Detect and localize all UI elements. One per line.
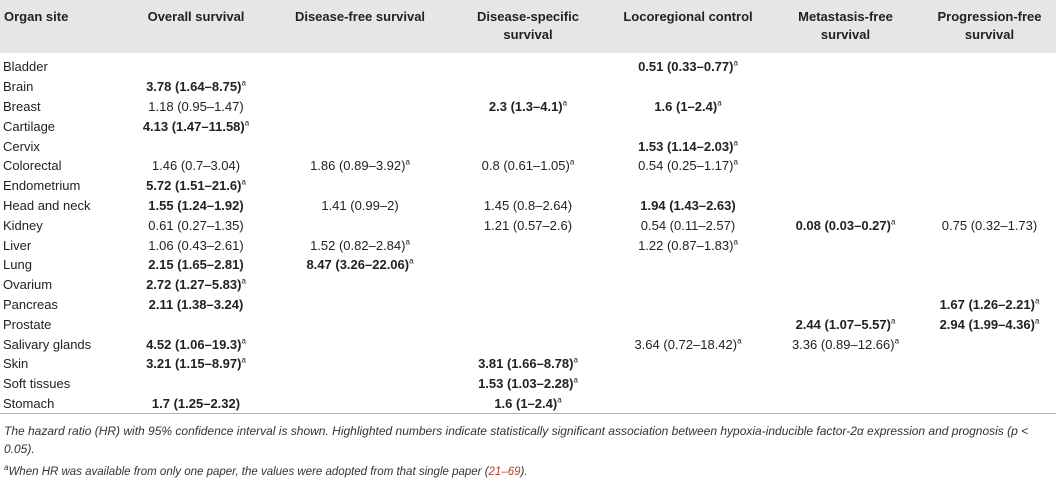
hr-cell (272, 295, 448, 315)
table-footnote-a (0, 458, 1056, 478)
hr-cell (272, 136, 448, 156)
hr-cell (768, 394, 923, 414)
hr-cell (448, 394, 608, 414)
hr-cell (448, 255, 608, 275)
hr-cell (448, 77, 608, 97)
footnote-marker: a (241, 276, 246, 286)
hr-cell (120, 235, 272, 255)
hr-value: 8.47 (3.26–22.06) (306, 257, 410, 273)
hr-cell (120, 295, 272, 315)
table-row (0, 394, 1056, 414)
hr-cell (448, 53, 608, 77)
footnote-marker: a (1034, 316, 1040, 326)
hr-cell (448, 334, 608, 354)
footnote-marker: a (1034, 296, 1040, 306)
organ-site-cell: Head and neck (3, 197, 91, 213)
hr-value: 1.7 (1.25–2.32) (151, 395, 241, 411)
table-body (0, 53, 1056, 414)
organ-site-cell: Skin (3, 356, 29, 372)
hr-value: 3.36 (0.89–12.66) (791, 336, 895, 352)
header-locoregional-control: Locoregional control (623, 9, 753, 24)
footnote-marker: a (569, 158, 575, 168)
table-header (0, 0, 1056, 53)
hr-cell (608, 77, 768, 97)
organ-site-cell: Breast (3, 98, 41, 114)
organ-site-cell: Bladder (3, 59, 48, 75)
hr-cell (272, 275, 448, 295)
hr-value: 4.13 (1.47–11.58) (142, 118, 245, 134)
footnote-marker: a (562, 98, 568, 108)
footnote-marker: a (573, 375, 578, 385)
hr-value: 0.75 (0.32–1.73) (941, 217, 1038, 233)
hr-value: 2.44 (1.07–5.57) (795, 316, 891, 332)
hr-cell (768, 97, 923, 117)
table-row (0, 196, 1056, 216)
hr-value: 1.86 (0.89–3.92) (310, 158, 406, 174)
hr-value: 4.52 (1.06–19.3) (146, 336, 242, 352)
footnote-marker: a (241, 356, 246, 366)
hr-cell (272, 156, 448, 176)
hr-cell (768, 295, 923, 315)
footnote-marker: a (241, 336, 246, 346)
hr-value: 1.45 (0.8–2.64) (483, 197, 573, 213)
hr-cell (608, 374, 768, 394)
table-row (0, 354, 1056, 374)
footnote-marker: a (244, 118, 250, 128)
hr-cell (120, 176, 272, 196)
footnote-a-end: ). (520, 466, 528, 479)
hr-cell (608, 235, 768, 255)
hr-cell (448, 235, 608, 255)
hr-cell (120, 314, 272, 334)
hr-cell (272, 314, 448, 334)
hr-value: 1.21 (0.57–2.6) (483, 217, 573, 233)
hr-cell (272, 77, 448, 97)
hr-cell (608, 53, 768, 77)
organ-site-cell: Endometrium (3, 178, 81, 194)
organ-site-cell: Brain (3, 79, 34, 95)
hr-cell (608, 116, 768, 136)
hr-cell (448, 196, 608, 216)
hr-cell (120, 374, 272, 394)
hr-cell (768, 176, 923, 196)
hr-cell (768, 215, 923, 235)
organ-site-cell: Ovarium (3, 277, 53, 293)
header-row (0, 0, 1056, 53)
hr-value: 0.51 (0.33–0.77) (638, 59, 734, 75)
hr-value: 2.11 (1.38–3.24) (148, 296, 244, 312)
footnote-marker: a (890, 316, 896, 326)
organ-site-cell: Lung (3, 257, 32, 273)
organ-site-cell: Soft tissues (3, 376, 71, 392)
hr-cell (120, 334, 272, 354)
hr-value: 3.64 (0.72–18.42) (634, 336, 738, 352)
hr-cell (923, 176, 1056, 196)
hr-cell (608, 255, 768, 275)
footnote-marker: a (733, 237, 738, 247)
hr-cell (768, 136, 923, 156)
hr-value: 1.53 (1.03–2.28) (478, 376, 574, 392)
hr-cell (768, 334, 923, 354)
footnote-marker: a (717, 98, 722, 108)
hr-cell (448, 215, 608, 235)
hr-cell (923, 354, 1056, 374)
hr-cell (923, 77, 1056, 97)
footnote-marker: a (737, 336, 742, 346)
hr-cell (768, 53, 923, 77)
footnote-marker: a (241, 177, 246, 187)
hr-value: 0.54 (0.11–2.57) (640, 217, 736, 233)
hr-cell (923, 156, 1056, 176)
hr-cell (448, 374, 608, 394)
hr-value: 3.81 (1.66–8.78) (478, 356, 574, 372)
organ-site-cell: Cervix (3, 138, 40, 154)
hr-cell (272, 97, 448, 117)
organ-site-cell: Prostate (3, 316, 52, 332)
hr-cell (120, 196, 272, 216)
hr-cell (272, 255, 448, 275)
citation-link[interactable]: 21–69 (488, 466, 521, 479)
hr-cell (272, 374, 448, 394)
hr-value: 1.67 (1.26–2.21) (939, 296, 1035, 312)
hr-cell (768, 77, 923, 97)
hr-value: 2.15 (1.65–2.81) (148, 257, 244, 273)
hr-cell (272, 176, 448, 196)
hr-value: 1.53 (1.14–2.03) (638, 138, 734, 154)
table-row (0, 97, 1056, 117)
footnote-marker: a (573, 356, 578, 366)
hr-cell (923, 53, 1056, 77)
hr-cell (272, 394, 448, 414)
table-row (0, 53, 1056, 77)
footnote-marker: a (890, 217, 896, 227)
hr-cell (923, 116, 1056, 136)
hr-cell (923, 215, 1056, 235)
footnote-marker: a (733, 138, 738, 148)
header-metastasis-free-survival: Metastasis-free survival (798, 9, 893, 42)
table-row (0, 235, 1056, 255)
organ-site-cell: Cartilage (3, 118, 56, 134)
hr-cell (923, 196, 1056, 216)
hr-cell (768, 354, 923, 374)
hr-value: 5.72 (1.51–21.6) (146, 178, 242, 194)
hr-cell (923, 334, 1056, 354)
hr-value: 1.18 (0.95–1.47) (148, 98, 244, 114)
hr-cell (768, 374, 923, 394)
hr-cell (608, 136, 768, 156)
hr-value: 2.72 (1.27–5.83) (146, 277, 242, 293)
header-overall-survival: Overall survival (147, 9, 245, 24)
hr-cell (120, 215, 272, 235)
hr-cell (120, 77, 272, 97)
hr-cell (768, 196, 923, 216)
header-disease-free-survival: Disease-free survival (294, 9, 426, 24)
hr-cell (272, 354, 448, 374)
hr-cell (448, 275, 608, 295)
table-row (0, 314, 1056, 334)
hr-cell (923, 255, 1056, 275)
hr-cell (923, 374, 1056, 394)
hr-cell (923, 235, 1056, 255)
hr-value: 0.8 (0.61–1.05) (481, 158, 570, 174)
hr-cell (768, 314, 923, 334)
hr-cell (608, 334, 768, 354)
table-row (0, 374, 1056, 394)
table-row (0, 275, 1056, 295)
hr-value: 2.3 (1.3–4.1) (488, 98, 563, 114)
hr-value: 0.08 (0.03–0.27) (795, 217, 891, 233)
hr-cell (608, 354, 768, 374)
hr-cell (923, 97, 1056, 117)
table-row (0, 255, 1056, 275)
hr-cell (608, 196, 768, 216)
hr-cell (768, 116, 923, 136)
organ-site-cell: Colorectal (3, 158, 62, 174)
footnote-a-mark: a (4, 463, 9, 473)
table-row (0, 295, 1056, 315)
hr-cell (272, 334, 448, 354)
organ-site-cell: Liver (3, 237, 32, 253)
hr-cell (272, 235, 448, 255)
hr-cell (120, 255, 272, 275)
hr-value: 3.21 (1.15–8.97) (146, 356, 242, 372)
organ-site-cell: Kidney (3, 217, 43, 233)
header-organ-site: Organ site (4, 9, 69, 24)
table-row (0, 176, 1056, 196)
hr-cell (120, 394, 272, 414)
organ-site-cell: Salivary glands (3, 336, 92, 352)
hr-cell (923, 136, 1056, 156)
hr-cell (608, 97, 768, 117)
hr-cell (448, 176, 608, 196)
hr-cell (768, 275, 923, 295)
hr-cell (608, 394, 768, 414)
hr-value: 1.6 (1–2.4) (654, 98, 718, 114)
hr-cell (608, 275, 768, 295)
footnote-main: The hazard ratio (HR) with 95% confidence interval is shown. Highlighted numbers indicate statistically significant association between hypoxia-inducible factor-2α expression and prognosis (p < 0.05). (4, 424, 1029, 457)
hr-cell (272, 53, 448, 77)
hr-cell (768, 255, 923, 275)
hr-cell (120, 136, 272, 156)
table-row (0, 334, 1056, 354)
hr-cell (272, 196, 448, 216)
hr-cell (923, 314, 1056, 334)
table-footnote (0, 414, 1056, 458)
hr-value: 1.52 (0.82–2.84) (310, 237, 406, 253)
hr-cell (608, 215, 768, 235)
hr-value: 1.46 (0.7–3.04) (151, 158, 241, 174)
hr-cell (923, 275, 1056, 295)
footnote-marker: a (241, 78, 246, 88)
hr-value: 0.54 (0.25–1.17) (638, 158, 734, 174)
hr-value: 1.22 (0.87–1.83) (638, 237, 734, 253)
table-row (0, 156, 1056, 176)
hr-value: 3.78 (1.64–8.75) (146, 79, 242, 95)
organ-site-cell: Stomach (3, 395, 55, 411)
hr-cell (120, 156, 272, 176)
footnote-marker: a (405, 158, 410, 168)
hr-cell (448, 156, 608, 176)
hr-value: 1.06 (0.43–2.61) (148, 237, 244, 253)
hr-cell (768, 156, 923, 176)
footnote-marker: a (557, 395, 562, 405)
header-progression-free-survival: Progression-free survival (937, 9, 1042, 42)
hr-cell (448, 136, 608, 156)
hr-value: 1.94 (1.43–2.63) (640, 197, 736, 213)
hr-value: 1.41 (0.99–2) (321, 197, 399, 213)
table-row (0, 116, 1056, 136)
hr-value: 1.6 (1–2.4) (494, 395, 558, 411)
hr-cell (272, 215, 448, 235)
footnote-marker: a (894, 336, 900, 346)
hr-cell (608, 156, 768, 176)
hr-cell (768, 235, 923, 255)
hr-cell (923, 394, 1056, 414)
hr-cell (272, 116, 448, 136)
hr-cell (608, 295, 768, 315)
hr-cell (608, 176, 768, 196)
hr-cell (448, 97, 608, 117)
hr-cell (448, 354, 608, 374)
hr-value: 0.61 (0.27–1.35) (148, 217, 244, 233)
table-row (0, 215, 1056, 235)
hr-value: 1.55 (1.24–1.92) (148, 197, 244, 213)
table-row (0, 77, 1056, 97)
hr-cell (448, 116, 608, 136)
header-disease-specific-survival: Disease-specific survival (477, 9, 579, 42)
hr-cell (120, 97, 272, 117)
footnote-marker: a (405, 237, 410, 247)
organ-site-cell: Pancreas (3, 296, 58, 312)
hr-cell (120, 354, 272, 374)
footnote-a-text: When HR was available from only one paper, the values were adopted from that single paper ( (8, 466, 489, 479)
hr-cell (923, 295, 1056, 315)
footnote-marker: a (409, 257, 414, 267)
hr-cell (120, 116, 272, 136)
hr-cell (120, 53, 272, 77)
footnote-marker: a (733, 59, 738, 69)
hr-cell (608, 314, 768, 334)
table-row (0, 136, 1056, 156)
hr-cell (448, 314, 608, 334)
hr-cell (448, 295, 608, 315)
hr-cell (120, 275, 272, 295)
hr-value: 2.94 (1.99–4.36) (939, 316, 1035, 332)
footnote-marker: a (733, 158, 738, 168)
